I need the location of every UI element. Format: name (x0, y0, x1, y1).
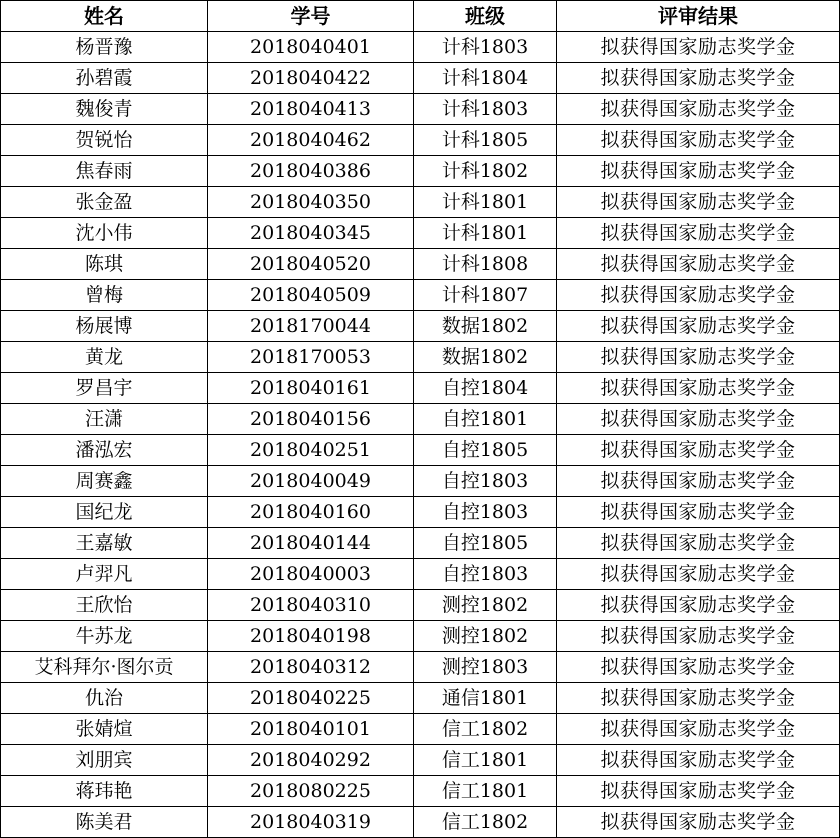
cell-name: 杨展博 (1, 311, 208, 342)
cell-name: 牛苏龙 (1, 621, 208, 652)
header-student-id: 学号 (208, 1, 414, 32)
cell-student-id: 2018040161 (208, 373, 414, 404)
cell-result: 拟获得国家励志奖学金 (557, 311, 840, 342)
cell-result: 拟获得国家励志奖学金 (557, 249, 840, 280)
cell-student-id: 2018040386 (208, 156, 414, 187)
cell-name: 蒋玮艳 (1, 776, 208, 807)
table-row (1, 559, 840, 590)
table-row (1, 807, 840, 838)
table-header (1, 1, 840, 32)
cell-class: 计科1802 (414, 156, 557, 187)
table-row (1, 280, 840, 311)
cell-class: 信工1802 (414, 807, 557, 838)
cell-name: 艾科拜尔·图尔贡 (1, 652, 208, 683)
header-class: 班级 (414, 1, 557, 32)
cell-result: 拟获得国家励志奖学金 (557, 32, 840, 63)
cell-result: 拟获得国家励志奖学金 (557, 94, 840, 125)
cell-name: 罗昌宇 (1, 373, 208, 404)
table-row (1, 373, 840, 404)
cell-class: 信工1801 (414, 776, 557, 807)
cell-class: 数据1802 (414, 342, 557, 373)
cell-class: 自控1805 (414, 435, 557, 466)
cell-class: 计科1801 (414, 218, 557, 249)
cell-class: 测控1802 (414, 590, 557, 621)
cell-student-id: 2018040350 (208, 187, 414, 218)
table-row (1, 311, 840, 342)
cell-result: 拟获得国家励志奖学金 (557, 218, 840, 249)
cell-class: 自控1805 (414, 528, 557, 559)
table-row (1, 776, 840, 807)
cell-class: 测控1803 (414, 652, 557, 683)
table-row (1, 497, 840, 528)
table-row (1, 218, 840, 249)
table-row (1, 187, 840, 218)
cell-class: 信工1801 (414, 745, 557, 776)
table-row (1, 32, 840, 63)
cell-name: 国纪龙 (1, 497, 208, 528)
cell-name: 黄龙 (1, 342, 208, 373)
table-row (1, 249, 840, 280)
table-row (1, 63, 840, 94)
table-row (1, 435, 840, 466)
cell-class: 信工1802 (414, 714, 557, 745)
cell-student-id: 2018040160 (208, 497, 414, 528)
cell-class: 计科1803 (414, 94, 557, 125)
header-row (1, 1, 840, 32)
cell-student-id: 2018040144 (208, 528, 414, 559)
table-row (1, 590, 840, 621)
cell-result: 拟获得国家励志奖学金 (557, 683, 840, 714)
cell-name: 沈小伟 (1, 218, 208, 249)
header-result: 评审结果 (557, 1, 840, 32)
cell-result: 拟获得国家励志奖学金 (557, 156, 840, 187)
cell-result: 拟获得国家励志奖学金 (557, 497, 840, 528)
cell-result: 拟获得国家励志奖学金 (557, 745, 840, 776)
table-row (1, 342, 840, 373)
cell-student-id: 2018170044 (208, 311, 414, 342)
table-row (1, 156, 840, 187)
cell-class: 计科1803 (414, 32, 557, 63)
cell-name: 孙碧霞 (1, 63, 208, 94)
cell-result: 拟获得国家励志奖学金 (557, 342, 840, 373)
cell-name: 魏俊青 (1, 94, 208, 125)
cell-result: 拟获得国家励志奖学金 (557, 714, 840, 745)
cell-class: 计科1804 (414, 63, 557, 94)
table-row (1, 745, 840, 776)
cell-name: 贺锐怡 (1, 125, 208, 156)
cell-result: 拟获得国家励志奖学金 (557, 776, 840, 807)
cell-result: 拟获得国家励志奖学金 (557, 466, 840, 497)
cell-name: 刘朋宾 (1, 745, 208, 776)
table-row (1, 404, 840, 435)
cell-student-id: 2018040422 (208, 63, 414, 94)
cell-student-id: 2018040292 (208, 745, 414, 776)
cell-result: 拟获得国家励志奖学金 (557, 404, 840, 435)
cell-class: 计科1807 (414, 280, 557, 311)
cell-student-id: 2018040319 (208, 807, 414, 838)
cell-class: 自控1801 (414, 404, 557, 435)
table-row (1, 714, 840, 745)
cell-class: 自控1803 (414, 466, 557, 497)
table-row (1, 652, 840, 683)
cell-name: 潘泓宏 (1, 435, 208, 466)
cell-class: 数据1802 (414, 311, 557, 342)
cell-class: 计科1801 (414, 187, 557, 218)
cell-name: 张婧煊 (1, 714, 208, 745)
cell-student-id: 2018040345 (208, 218, 414, 249)
cell-result: 拟获得国家励志奖学金 (557, 373, 840, 404)
cell-student-id: 2018040310 (208, 590, 414, 621)
cell-name: 焦春雨 (1, 156, 208, 187)
cell-class: 计科1805 (414, 125, 557, 156)
cell-student-id: 2018040312 (208, 652, 414, 683)
cell-name: 卢羿凡 (1, 559, 208, 590)
cell-student-id: 2018040251 (208, 435, 414, 466)
cell-name: 杨晋豫 (1, 32, 208, 63)
cell-result: 拟获得国家励志奖学金 (557, 559, 840, 590)
cell-student-id: 2018040003 (208, 559, 414, 590)
table-body (1, 32, 840, 838)
cell-class: 计科1808 (414, 249, 557, 280)
cell-name: 仇治 (1, 683, 208, 714)
cell-name: 王欣怡 (1, 590, 208, 621)
cell-student-id: 2018080225 (208, 776, 414, 807)
cell-name: 曾梅 (1, 280, 208, 311)
cell-class: 测控1802 (414, 621, 557, 652)
cell-result: 拟获得国家励志奖学金 (557, 528, 840, 559)
cell-student-id: 2018040413 (208, 94, 414, 125)
cell-student-id: 2018040225 (208, 683, 414, 714)
cell-result: 拟获得国家励志奖学金 (557, 125, 840, 156)
cell-result: 拟获得国家励志奖学金 (557, 807, 840, 838)
table-row (1, 125, 840, 156)
cell-result: 拟获得国家励志奖学金 (557, 590, 840, 621)
cell-name: 王嘉敏 (1, 528, 208, 559)
cell-result: 拟获得国家励志奖学金 (557, 435, 840, 466)
cell-student-id: 2018040049 (208, 466, 414, 497)
cell-student-id: 2018040401 (208, 32, 414, 63)
cell-name: 汪潇 (1, 404, 208, 435)
cell-result: 拟获得国家励志奖学金 (557, 63, 840, 94)
cell-result: 拟获得国家励志奖学金 (557, 652, 840, 683)
cell-name: 陈美君 (1, 807, 208, 838)
cell-student-id: 2018040156 (208, 404, 414, 435)
cell-student-id: 2018040509 (208, 280, 414, 311)
table-row (1, 683, 840, 714)
table-row (1, 94, 840, 125)
cell-name: 张金盈 (1, 187, 208, 218)
cell-result: 拟获得国家励志奖学金 (557, 280, 840, 311)
header-name: 姓名 (1, 1, 208, 32)
cell-student-id: 2018040462 (208, 125, 414, 156)
cell-student-id: 2018040520 (208, 249, 414, 280)
cell-student-id: 2018040198 (208, 621, 414, 652)
table-row (1, 466, 840, 497)
cell-result: 拟获得国家励志奖学金 (557, 621, 840, 652)
table-row (1, 528, 840, 559)
cell-student-id: 2018170053 (208, 342, 414, 373)
cell-name: 周赛鑫 (1, 466, 208, 497)
cell-student-id: 2018040101 (208, 714, 414, 745)
cell-class: 通信1801 (414, 683, 557, 714)
cell-result: 拟获得国家励志奖学金 (557, 187, 840, 218)
cell-class: 自控1804 (414, 373, 557, 404)
cell-name: 陈琪 (1, 249, 208, 280)
table-row (1, 621, 840, 652)
cell-class: 自控1803 (414, 497, 557, 528)
cell-class: 自控1803 (414, 559, 557, 590)
